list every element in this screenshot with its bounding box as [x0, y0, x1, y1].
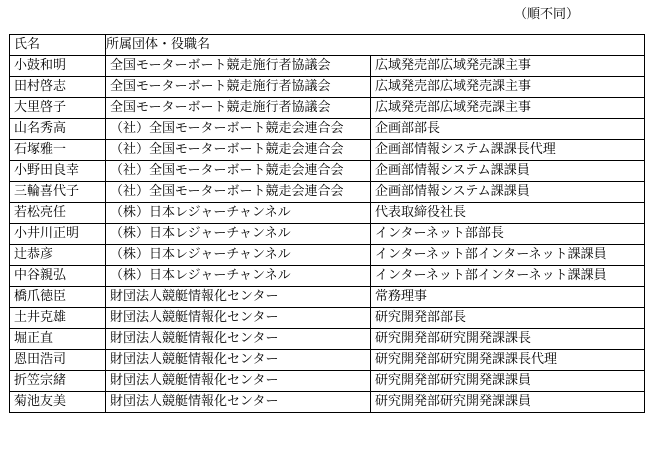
table-row [10, 392, 645, 413]
member-name: 石塚雅一 [10, 140, 106, 161]
table-row [10, 203, 645, 224]
member-title: インターネット部インターネット課課員 [371, 266, 645, 287]
member-organization: （社）全国モーターボート競走会連合会 [106, 119, 371, 140]
member-name: 若松亮任 [10, 203, 106, 224]
header-name: 氏名 [10, 35, 106, 56]
header-affiliation: 所属団体・役職名 [106, 35, 645, 56]
member-name: 折笠宗緒 [10, 371, 106, 392]
member-organization: 財団法人競艇情報化センター [106, 287, 371, 308]
member-title: 広域発売部広域発売課主事 [371, 77, 645, 98]
member-title: インターネット部インターネット課課員 [371, 245, 645, 266]
member-title: 研究開発部研究開発課課員 [371, 392, 645, 413]
table-row [10, 98, 645, 119]
member-name: 恩田浩司 [10, 350, 106, 371]
member-organization: （株）日本レジャーチャンネル [106, 203, 371, 224]
member-organization: 財団法人競艇情報化センター [106, 308, 371, 329]
member-name: 菊池友美 [10, 392, 106, 413]
member-name: 橋爪徳臣 [10, 287, 106, 308]
member-organization: 財団法人競艇情報化センター [106, 329, 371, 350]
member-title: 広域発売部広域発売課主事 [371, 98, 645, 119]
member-name: 大里啓子 [10, 98, 106, 119]
member-title: 企画部情報システム課課員 [371, 182, 645, 203]
member-title: 広域発売部広域発売課主事 [371, 56, 645, 77]
table-row [10, 119, 645, 140]
table-row [10, 140, 645, 161]
table-row [10, 245, 645, 266]
member-title: 研究開発部研究開発課課長 [371, 329, 645, 350]
table-row [10, 308, 645, 329]
member-title: 研究開発部研究開発課課長代理 [371, 350, 645, 371]
member-name: 小井川正明 [10, 224, 106, 245]
member-title: 研究開発部部長 [371, 308, 645, 329]
member-table [9, 34, 645, 413]
table-row [10, 287, 645, 308]
table-row [10, 350, 645, 371]
member-organization: （株）日本レジャーチャンネル [106, 245, 371, 266]
member-name: 三輪喜代子 [10, 182, 106, 203]
member-title: 代表取締役社長 [371, 203, 645, 224]
member-name: 田村啓志 [10, 77, 106, 98]
member-organization: （社）全国モーターボート競走会連合会 [106, 140, 371, 161]
table-row [10, 182, 645, 203]
member-title: 企画部情報システム課課員 [371, 161, 645, 182]
member-organization: 財団法人競艇情報化センター [106, 371, 371, 392]
table-row [10, 224, 645, 245]
member-name: 小鼓和明 [10, 56, 106, 77]
member-organization: 財団法人競艇情報化センター [106, 350, 371, 371]
table-row [10, 371, 645, 392]
member-table-body [10, 35, 645, 413]
member-name: 山名秀高 [10, 119, 106, 140]
member-name: 辻恭彦 [10, 245, 106, 266]
member-organization: 財団法人競艇情報化センター [106, 392, 371, 413]
table-row [10, 161, 645, 182]
member-title: 企画部部長 [371, 119, 645, 140]
table-row [10, 77, 645, 98]
member-organization: 全国モーターボート競走施行者協議会 [106, 56, 371, 77]
member-organization: 全国モーターボート競走施行者協議会 [106, 98, 371, 119]
member-organization: （株）日本レジャーチャンネル [106, 224, 371, 245]
member-name: 堀正直 [10, 329, 106, 350]
member-title: 常務理事 [371, 287, 645, 308]
member-name: 小野田良幸 [10, 161, 106, 182]
member-title: 企画部情報システム課課長代理 [371, 140, 645, 161]
table-row [10, 56, 645, 77]
member-name: 中谷親弘 [10, 266, 106, 287]
order-note: （順不同） [514, 7, 580, 22]
member-title: 研究開発部研究開発課課員 [371, 371, 645, 392]
member-title: インターネット部部長 [371, 224, 645, 245]
member-organization: 全国モーターボート競走施行者協議会 [106, 77, 371, 98]
table-header-row [10, 35, 645, 56]
table-row [10, 329, 645, 350]
member-organization: （社）全国モーターボート競走会連合会 [106, 161, 371, 182]
member-organization: （株）日本レジャーチャンネル [106, 266, 371, 287]
member-organization: （社）全国モーターボート競走会連合会 [106, 182, 371, 203]
table-row [10, 266, 645, 287]
member-name: 土井克雄 [10, 308, 106, 329]
